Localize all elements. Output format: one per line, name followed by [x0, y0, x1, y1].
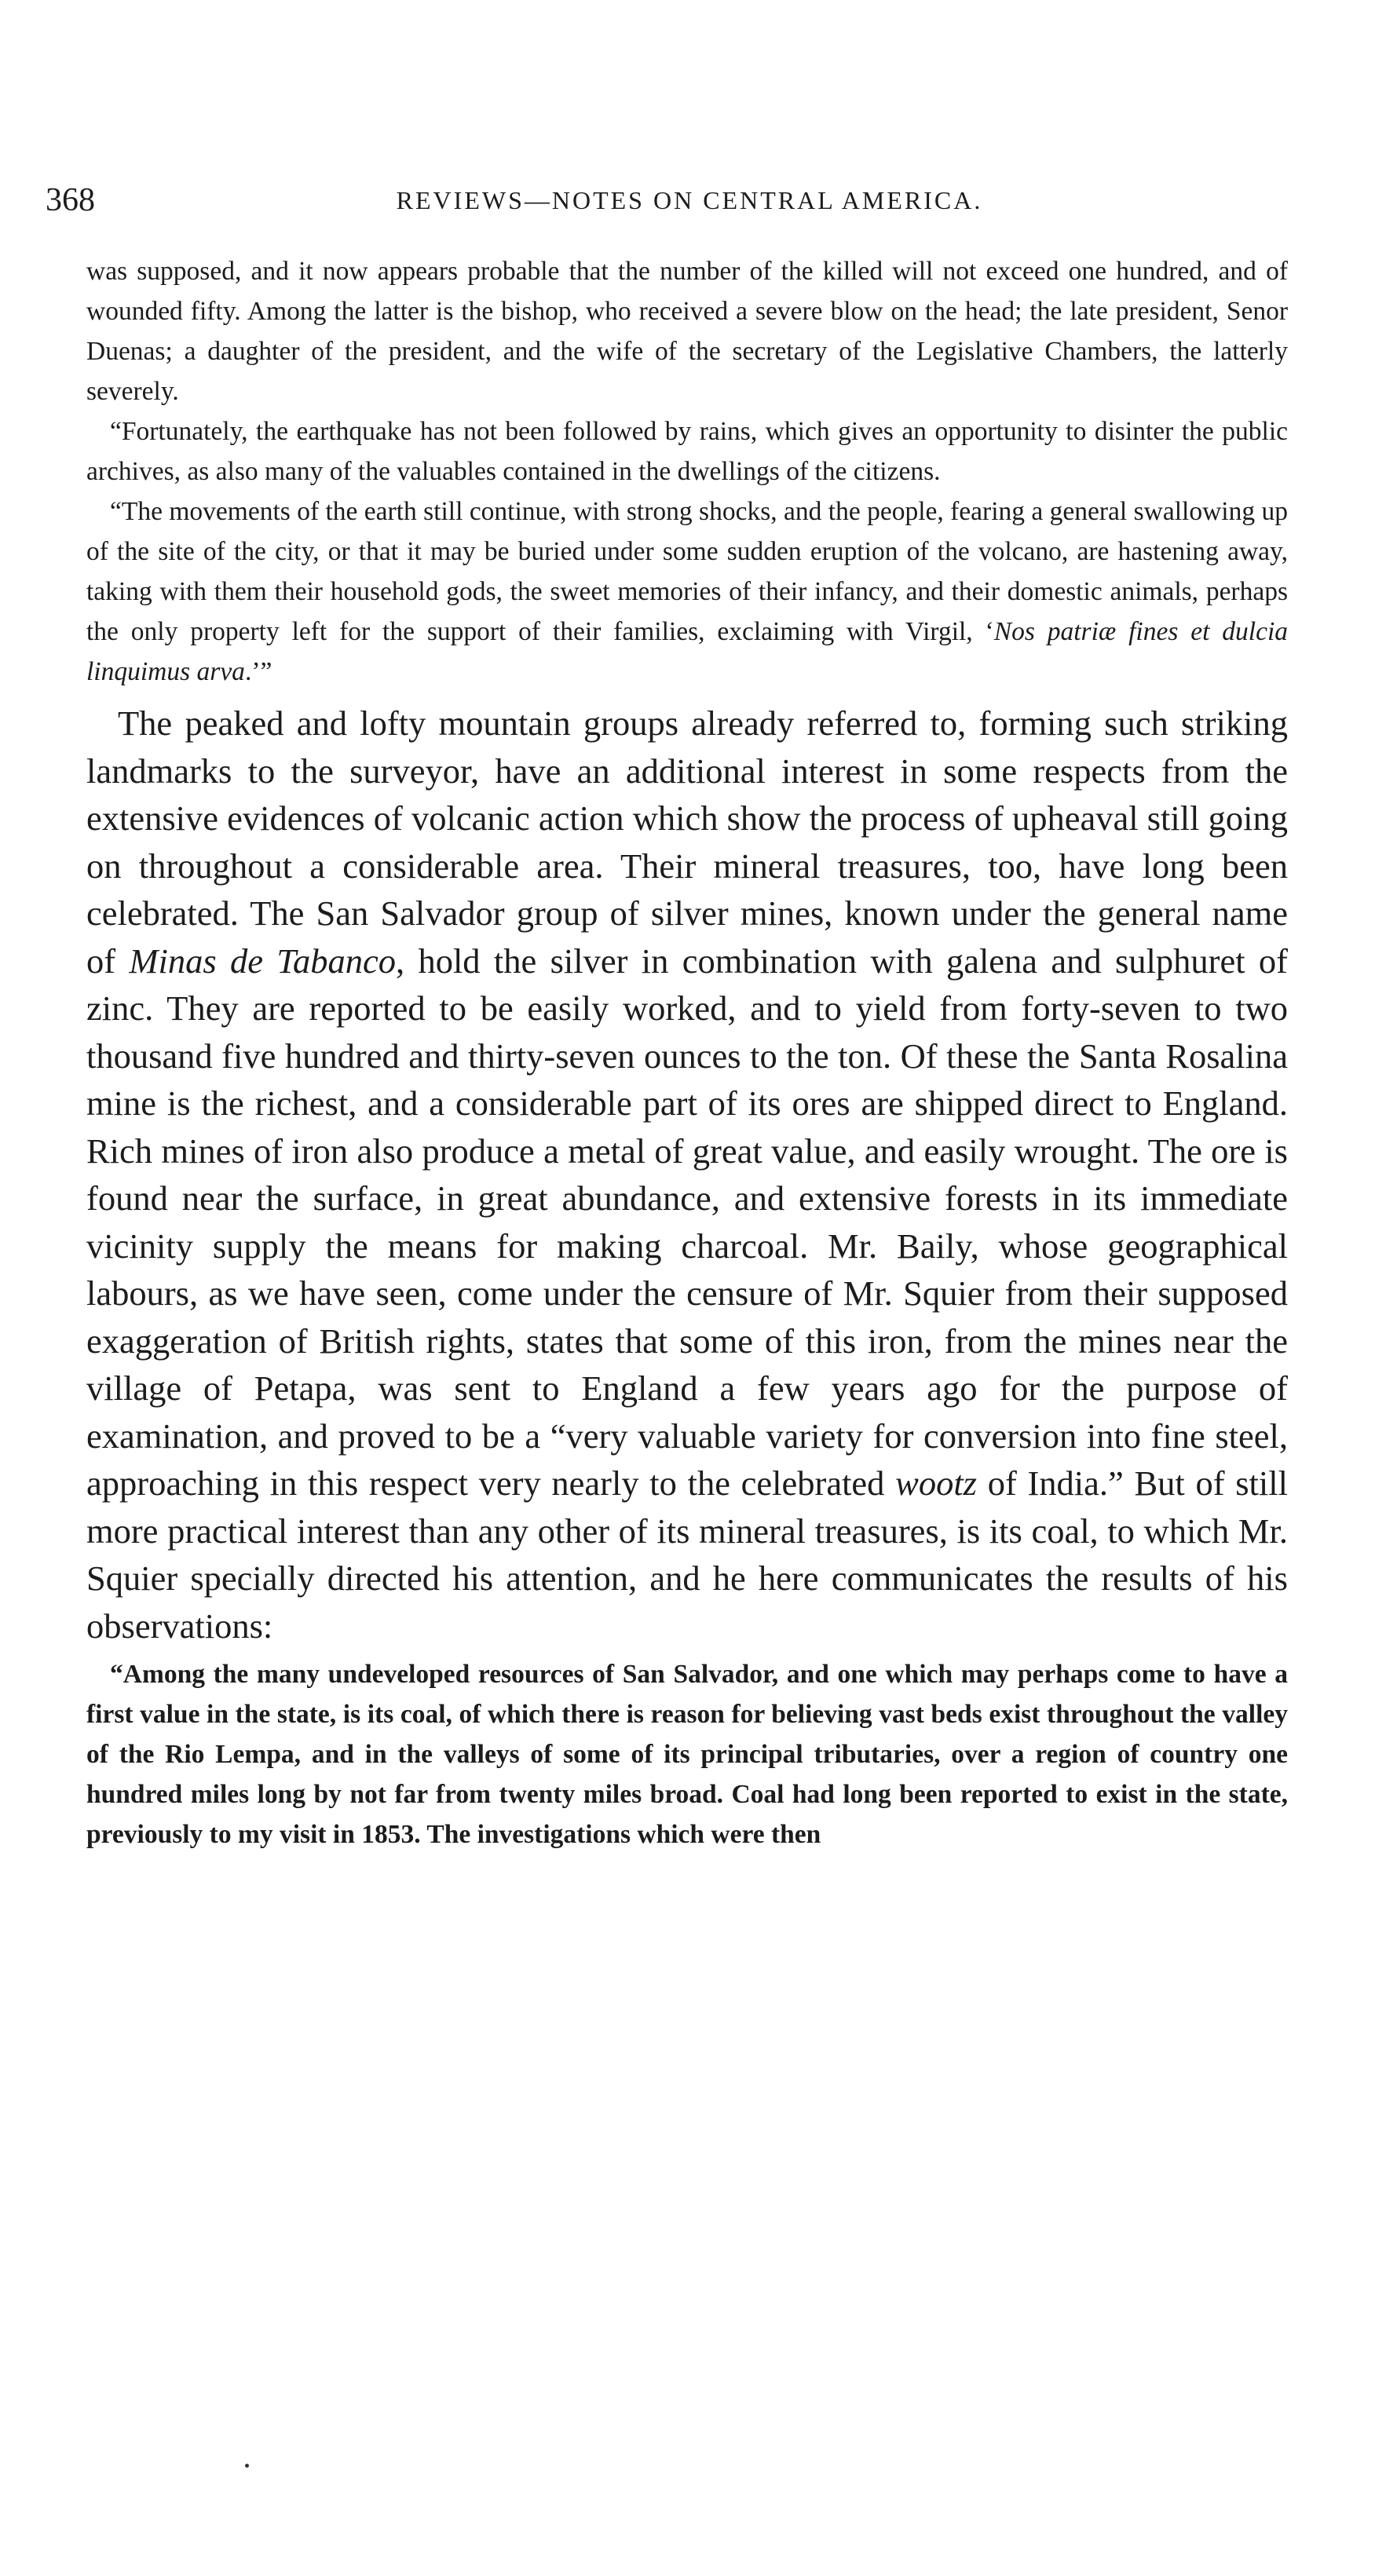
running-title: REVIEWS—NOTES ON CENTRAL AMERICA.: [396, 186, 983, 214]
quote-text: “The movements of the earth still continue, with strong shocks, and the people, fearing a general swallowing up of the site of the city, or that it may be buried under some sudden eruption of the volcano, are hastening away, taking with them their household gods, the sweet memories of their infancy, and their domestic animals, perhaps the only property left for the support of their families, exclaiming with Virgil, ‘: [86, 497, 1288, 646]
quote-text: .’”: [244, 657, 272, 686]
latin-quotation: Nos patriæ fines et dulcia linquimus arva: [86, 617, 1289, 686]
page-number: 368: [46, 182, 95, 218]
mines-name: Minas de Tabanco: [129, 941, 396, 981]
quoted-report: [86, 251, 1288, 692]
quoted-observations: [86, 1654, 1288, 1854]
main-paragraph: [86, 700, 1288, 1650]
wootz-term: wootz: [895, 1463, 978, 1503]
quote-paragraph: [86, 491, 1288, 692]
quote-paragraph: “Among the many undeveloped resources of San Salvador, and one which may perhaps come to have a first value in the state, is its coal, of which there is reason for believing vast beds exist throughout the valley of the Rio Lempa, and in the valleys of some of its principal tributaries, over a region of country one hundred miles long by not far from twenty miles broad. Coal had long been reported to exist in the state, previously to my visit in 1853. The investigations which were then: [86, 1660, 1288, 1849]
quote-paragraph: was supposed, and it now appears probable that the number of the killed will not exceed one hundred, and of wounded fifty. Among the latter is the bishop, who received a severe blow on the head; the late president, Senor Duenas; a daughter of the president, and the wife of the secretary of the Legislative Chambers, the latterly severely.: [86, 257, 1288, 406]
main-text: of India.” But of still more practical interest than any other of its mineral treasures, is its coal, to which Mr. Squier specially directed his attention, and he here communicates the results of his observations:: [86, 1463, 1289, 1646]
quote-paragraph: “Fortunately, the earthquake has not been followed by rains, which gives an opportunity to disinter the public archives, as also many of the valuables contained in the dwellings of the citizens.: [86, 417, 1288, 486]
ink-speck: [245, 2464, 249, 2468]
body-text: [86, 251, 1288, 1854]
running-head: [46, 177, 1255, 224]
main-text: The peaked and lofty mountain groups already referred to, forming such striking landmarks to the surveyor, have an additional interest in some respects from the extensive evidences of volcanic action which show the process of upheaval still going on throughout a considerable area. Their mineral treasures, too, have long been celebrated. The San Salvador group of silver mines, known under the general name of: [86, 703, 1288, 981]
main-text: , hold the silver in combination with galena and sulphuret of zinc. They are reported to be easily worked, and to yield from forty-seven to two thousand five hundred and thirty-seven ounces to the ton. Of these the Santa Rosalina mine is the richest, and a considerable part of its ores are shipped direct to England. Rich mines of iron also produce a metal of great value, and easily wrought. The ore is found near the surface, in great abundance, and extensive forests in its immediate vicinity supply the means for making charcoal. Mr. Baily, whose geographical labours, as we have seen, come under the censure of Mr. Squier from their supposed exaggeration of British rights, states that some of this iron, from the mines near the village of Petapa, was sent to England a few years ago for the purpose of examination, and proved to be a “very valuable variety for conversion into fine steel, approaching in this respect very nearly to the celebrated: [86, 941, 1288, 1503]
